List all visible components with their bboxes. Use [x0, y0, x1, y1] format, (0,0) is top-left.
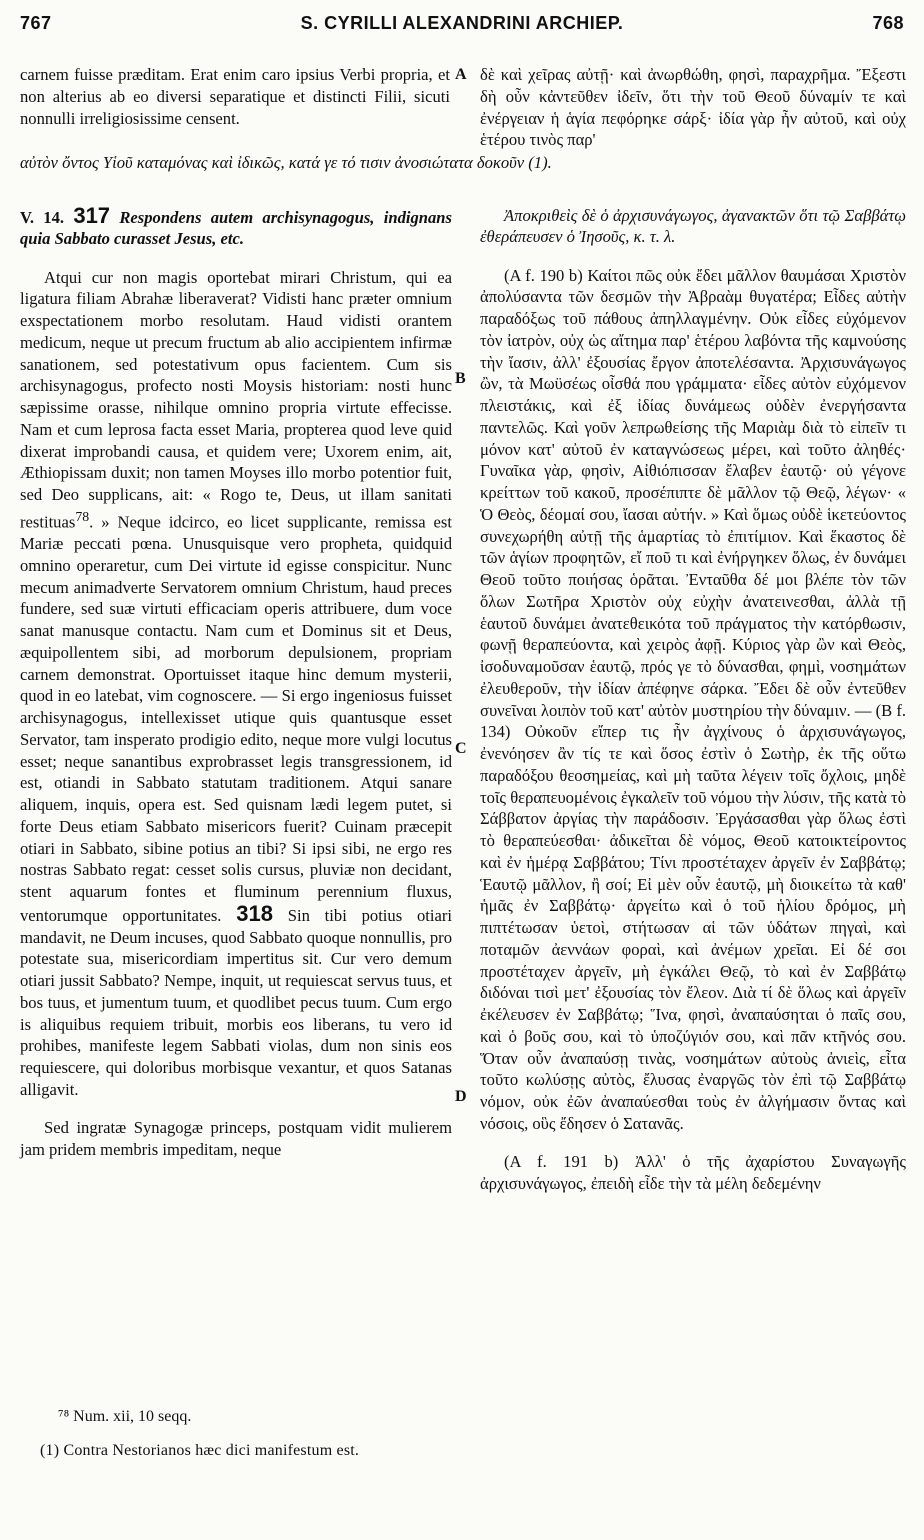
page-number-right: 768	[872, 12, 904, 33]
latin-text-1: Atqui cur non magis oportebat mirari Christum, qui ea ligatura filiam Abrahæ liberaverat? Vidisti hanc præter omnium exspectationem morbo resolutam. Haud vidisti orantem medicum, neque ut precum fructum ab alio accipientem infirmæ sanationem, sed potestativum opus facientem. Cum sis archisynagogus, profecto nosti Moysis historiam: nosti hunc sæpissime orasse, nihilque omnino propria virtute effecisse. Nam et cum leprosa facta esset Maria, propterea quod leve quid dixerat improbandi causa, et quidem vere; Uxorem enim, ait, Æthiopissam duxit; non tamen Moyses illo morbo potentior fuit, sed Deo supplicans, ait: « Rogo te, Deus, ut illam sanitati restituas	[20, 267, 452, 532]
margin-marker-a: A	[455, 66, 467, 83]
greek-text-3: Ἀλλ' ὁ τῆς ἀχαρίστου Συναγωγῆς ἀρχισυνάγωγος, ἐπειδὴ εἶδε τὴν τὰ μέλη δεδεμένην	[480, 1152, 906, 1194]
margin-marker-d: D	[455, 1088, 467, 1105]
latin-column	[20, 188, 452, 1177]
manuscript-ref-2: (B f. 134)	[480, 700, 906, 742]
latin-text-3: Sin tibi potius otiari mandavit, ne Deum incuses, quod Sabbato quoque nonnullis, pro potestate sua, misericordiam impertitus sit. Cur vero demum otiari jussit Sabbato? Nempe, inquit, ut requiescat servus tuus, et bos tuus, et jumentum tuum, et quodlibet pecus tuum. Cum ergo is aliquibus requiem tribuit, morbis eos liberans, tu vero id prohibes, manifeste legem Sabbati violas, dum non sinis eos requiescere, qui doloribus morbisque vexantur, et quos Satanas alligavit.	[20, 905, 452, 1099]
column-number-2: 318	[236, 900, 273, 926]
manuscript-ref-1: (A f. 190 b)	[504, 265, 583, 285]
footnote-ref: 78	[75, 508, 90, 524]
greek-paragraph-2	[480, 1151, 906, 1195]
greek-paragraph-1	[480, 265, 906, 1135]
latin-top-paragraph: carnem fuisse præditam. Erat enim caro ipsius Verbi propria, et non alterius ab eo diversi separatique et distincti Filii, sicuti nonnulli irreligiosissime censent.	[20, 65, 450, 128]
margin-marker-b: B	[455, 370, 466, 387]
page-number-left: 767	[20, 12, 52, 33]
lemma-text: Respondens autem archisynagogus, indignans quia Sabbato curasset Jesus, etc.	[20, 207, 452, 249]
footnote-numbers: ⁷⁸ Num. xii, 10 seqq.	[58, 1408, 192, 1425]
column-number: 317	[73, 202, 111, 228]
greek-spanning-line: αὐτὸν ὄντος Υἱοῦ καταμόνας καὶ ἰδικῶς, κατά γε τό τισιν ἀνοσιώτατα δοκοῦν (1).	[20, 153, 552, 172]
latin-paragraph-2: Sed ingratæ Synagogæ princeps, postquam vidit mulierem jam pridem membris impeditam, neque	[20, 1118, 452, 1160]
running-title: S. CYRILLI ALEXANDRINI ARCHIEP.	[300, 12, 624, 33]
footnote-1: (1) Contra Nestorianos hæc dici manifestum est.	[40, 1442, 360, 1459]
latin-lemma	[20, 202, 452, 251]
greek-lemma: Ἀποκριθεὶς δὲ ὁ ἀρχισυνάγωγος, ἀγανακτῶν ὅτι τῷ Σαββάτῳ ἐθεράπευσεν ὁ Ἰησοῦς, κ. τ. λ.	[480, 205, 906, 247]
latin-paragraph-1	[20, 267, 452, 1101]
greek-top-paragraph: δὲ καὶ χεῖρας αὐτῇ· καὶ ἀνωρθώθη, φησὶ, παραχρῆμα. Ἔξεστι δὴ οὖν κἀντεῦθεν ἰδεῖν, ὅτι τὴν τοῦ Θεοῦ δύναμίν τε καὶ ἐνέργειαν ἡ ἁγία πεφόρηκε σάρξ· ἰδία γὰρ ἦν αὐτοῦ, καὶ οὐχ ἑτέρου τινὸς παρ'	[480, 65, 906, 150]
latin-text-2: . » Neque idcirco, eo licet supplicante, remissa est Mariæ peccati pœna. Unusquisque vero propheta, quidquid omnino operaretur, cum Dei virtute id egisse conspicitur. Nunc mecum animadverte Servatorem omnium Christum, haud preces fundere, sed suæ virtuti efficaciam operis attribuere, dum voce sanat manusque contactu. Nam cum et Dominus sit et Deus, æquipollentem sibi, ad morborum depulsionem, propriam carnem demonstrat. Oportuisset itaque hinc demum mysterii, quod in eo latebat, vim cognoscere. — Si ergo ingeniosus fuisset archisynagogus, intellexisset utique quis quantusque esset Servator, tam insperato prodigio edito, neque more vulgi locutus esset; neque sanantibus exprobrasset legis transgressionem, id est, otiandi in Sabbato statutam traditionem. Atqui sanare aliquem, inquis, opera est. Sed quisnam lædi legem putet, si forte Deus etiam Sabbato misericors fuerit? Cuinam præcepit otiari in Sabbato, sibine potius an tibi? Si ipsi sibi, ne ergo res nostras Sabbato regat: cesset solis cursus, pluviæ non decidant, stent aquarum fontes et fluminum perennium fluxus, ventorumque opportunitates.	[20, 512, 452, 925]
greek-text-2: Οὐκοῦν εἴπερ τις ἦν ἀγχίνους ὁ ἀρχισυνάγωγος, ἐνενόησεν ἂν τίς τε καὶ ὅσος ἐστὶν ὁ Σωτὴρ, ἐκ τῆς οὕτω παραδόξου θεοσημείας, καὶ μὴ ταῦτα λέγειν τοῖς ὄχλοις, μηδὲ τοῖς θεραπευομένοις ἐγκαλεῖν τοῦ νόμου τὴν λύσιν, τῆς κατὰ τὸ Σάββατον ἀργίας τὴν παράδοσιν. Ἐργάσασθαι γὰρ ὅλως ἐστὶ τὸ θεραπεύεσθαι· ἀδικεῖται δὲ νόμος, Θεοῦ κατοικτείροντος καὶ ἐν ἡμέρᾳ Σαββάτου; Τίνι προστέταχεν ἀργεῖν ἐν Σαββάτῳ; Ἑαυτῷ μᾶλλον, ἢ σοί; Εἰ μὲν οὖν ἑαυτῷ, μὴ διοικείτω τὰ καθ' ἡμᾶς ἐν Σαββάτῳ· ἀργείτω καὶ ὁ τοῦ ἡλίου δρόμος, μὴ πιπτέτωσαν ὑετοὶ, στήτωσαν αἱ τῶν ὑδάτων πηγαὶ, καὶ ποταμῶν ἀεννάων φοραὶ, καὶ ἀνέμων χρεῖαι. Εἰ δέ σοι προστέταχεν ἀργεῖν, μὴ ἐγκάλει Θεῷ, τὸ καὶ ἐν Σαββάτῳ διδόναι τισὶ μετ' ἐξουσίας τὸν ἔλεον. Διὰ τί δὲ ὅλως καὶ ἀργεῖν ἐκέλευσεν ἐν Σαββάτῳ; Ἵνα, φησὶ, ἀναπαύσηται ὁ παῖς σου, καὶ ὁ βοῦς σου, καὶ τὸ ὑποζύγιόν σου, καὶ πᾶν κτῆνός σου. Ὅταν οὖν ἀναπαύσῃ τινὰς, νοσημάτων αὐτοὺς ἀνιεὶς, εἶτα τοῦτο κωλύσῃς αὐτὸς, ἔλυσας ἐναργῶς τὸν ἐπὶ τῷ Σαββάτῳ νόμον, οὐκ ἐῶν ἀναπαύεσθαι τοὺς ἐν ἀλγήμασιν ὄντας καὶ νόσοις, οὓς ἔδησεν ὁ Σατανᾶς.	[480, 722, 906, 1133]
running-header	[20, 6, 904, 40]
verse-reference: V. 14.	[20, 207, 65, 227]
greek-text-1: Καίτοι πῶς οὐκ ἔδει μᾶλλον θαυμάσαι Χριστὸν ἀπολύσαντα τῶν δεσμῶν τὴν Ἀβραὰμ θυγατέρα; Εἶδες αὐτὴν παραδόξως τοῦ πάθους ἀπηλλαγμένην. Οὐκ εἶδες εὐχόμενον τὸν ἰατρὸν, οὐχ ὡς αἴτημα παρ' ἑτέρου λαβόντα τῆς καμνούσης τὴν ἴασιν, ἀλλ' ἐξουσίας ἔργον ἀποτελέσαντα. Ἀρχισυνάγωγος ὢν, τὰ Μωϋσέως οἶσθά που γράμματα· εἶδες αὐτὸν εὐχόμενον πλειστάκις, καὶ ἐξ ἰδίας δυνάμεως οὐδὲν ἐνεργήσαντα παντελῶς. Καὶ γοῦν λεπρωθείσης τῆς Μαριὰμ διὰ τὸ εἰπεῖν τι μόνον κατ' αὐτοῦ ἐν καταγνώσεως μέρει, καὶ τοῦτο ἀληθές· Γυναῖκα γὰρ, φησὶν, Αἰθιόπισσαν ἔλαβεν ἑαυτῷ· οὐ γέγονε κρείττων τοῦ κακοῦ, προσέπιπτε δὲ μᾶλλον τῷ Θεῷ, λέγων· « Ὁ Θεὸς, δέομαί σου, ἴασαι αὐτήν. » Καὶ ὅμως οὐδὲ ἱκετεύοντος συνεχωρήθη αὐτῇ τῆς ἁμαρτίας τὸ ἐπιτίμιον. Καὶ ἕκαστος δὲ τῶν ἁγίων προφητῶν, εἴ ποῦ τι καὶ ἐνήργηκεν ὅλως, ἐν δυνάμει Θεοῦ τοῦτο ποιήσας ὁρᾶται. Ἐνταῦθα δέ μοι βλέπε τὸν τῶν ὅλων Σωτῆρα Χριστὸν οὐχ εὐχὴν ἀνατεινεσθαι, ἀλλὰ τῇ ἑαυτοῦ δυνάμει ἀνατεθεικότα τοῦ πράγματος τὴν κατόρθωσιν, φωνῇ θεραπεύοντα, καὶ χειρὸς ἀφῇ. Κύριος γὰρ ὢν καὶ Θεὸς, ἰσοδυναμοῦσαν ἑαυτῷ, πρός γε τὸ δύνασθαι, φημὶ, νοσημάτων ἐλευθεροῦν, τὴν ἰδίαν ἀπέφηνε σάρκα. Ἔδει δὲ οὖν ἐντεῦθεν συνεῖναι λοιπὸν τοῦ κατ' αὐτὸν μυστηρίου τὴν δύναμιν. —	[480, 265, 906, 720]
manuscript-ref-3: (A f. 191 b)	[504, 1152, 619, 1172]
greek-column	[480, 188, 906, 1211]
margin-marker-c: C	[455, 740, 467, 757]
